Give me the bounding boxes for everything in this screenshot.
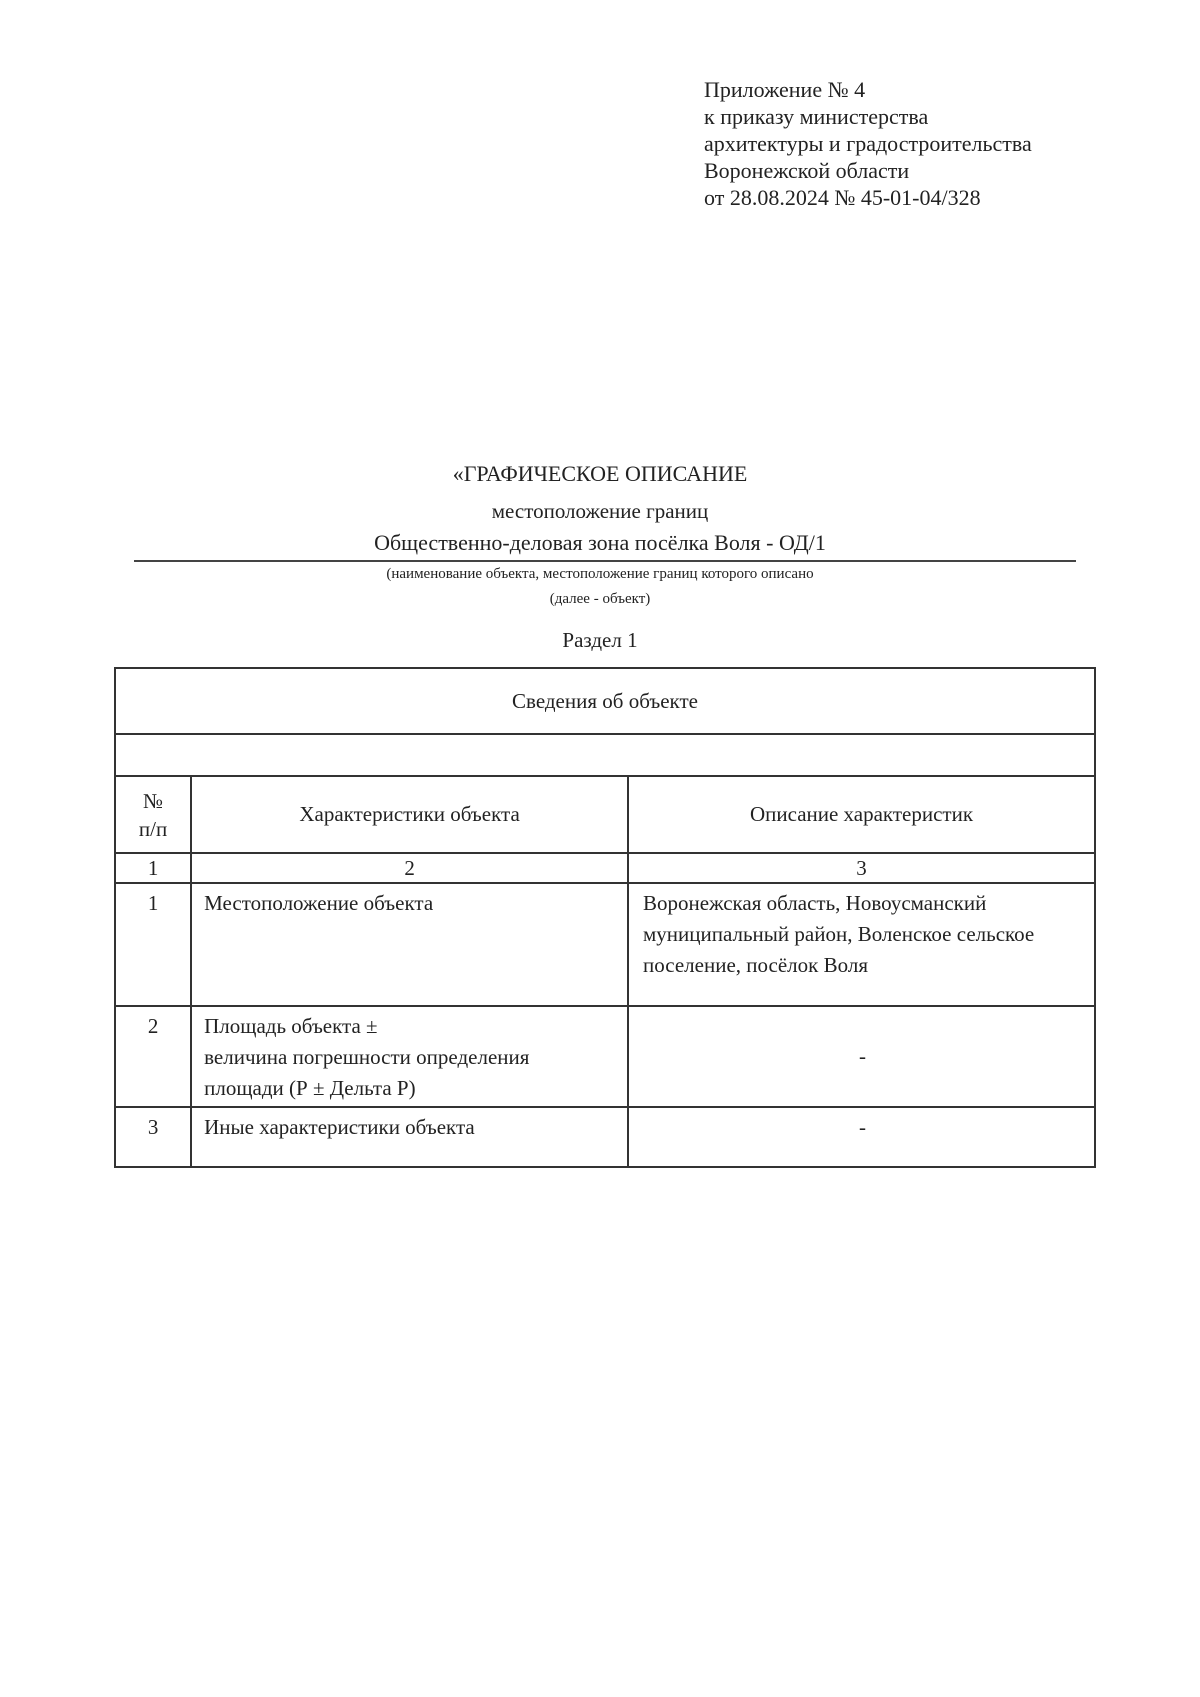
column-index: 1 xyxy=(115,853,191,883)
row-characteristic-line: Площадь объекта ± xyxy=(204,1014,378,1038)
table-row xyxy=(115,1107,1095,1167)
blank-cell xyxy=(115,734,1095,776)
appendix-line: Приложение № 4 xyxy=(704,77,866,102)
row-characteristic: Местоположение объекта xyxy=(191,883,628,1006)
table-row xyxy=(115,883,1095,1006)
table-row xyxy=(115,1006,1095,1107)
row-characteristic: Иные характеристики объекта xyxy=(191,1107,628,1167)
appendix-reference xyxy=(704,76,1032,211)
appendix-line: к приказу министерства xyxy=(704,104,929,129)
header-num-symbol: № xyxy=(143,788,164,813)
object-caption-line1: (наименование объекта, местоположение границ которого описано xyxy=(386,566,814,582)
table-header-row xyxy=(115,776,1095,853)
document-subtitle: местоположение границ xyxy=(491,499,709,523)
row-characteristic xyxy=(191,1006,628,1107)
section-label: Раздел 1 xyxy=(562,628,638,652)
table-blank-row xyxy=(115,734,1095,776)
column-index: 2 xyxy=(191,853,628,883)
row-description: - xyxy=(628,1107,1095,1167)
row-description: Воронежская область, Новоусманский муниципальный район, Воленское сельское поселение, посёлок Воля xyxy=(628,883,1095,1006)
row-number: 1 xyxy=(115,883,191,1006)
row-characteristic-line: величина погрешности определения xyxy=(204,1045,530,1069)
appendix-line: архитектуры и градостроительства xyxy=(704,131,1032,156)
column-index-row xyxy=(115,853,1095,883)
row-characteristic-line: площади (Р ± Дельта Р) xyxy=(204,1076,416,1100)
object-name: Общественно-деловая зона посёлка Воля - ОД/1 xyxy=(374,530,826,555)
header-num-cell xyxy=(115,776,191,853)
table-title: Сведения об объекте xyxy=(115,668,1095,734)
appendix-line: от 28.08.2024 № 45-01-04/328 xyxy=(704,185,981,210)
row-number: 2 xyxy=(115,1006,191,1107)
document-title: «ГРАФИЧЕСКОЕ ОПИСАНИЕ xyxy=(452,461,748,486)
header-description: Описание характеристик xyxy=(628,776,1095,853)
appendix-line: Воронежской области xyxy=(704,158,910,183)
object-caption-line2: (далее - объект) xyxy=(549,591,651,607)
table-title-row xyxy=(115,668,1095,734)
object-name-underline xyxy=(134,560,1076,562)
column-index: 3 xyxy=(628,853,1095,883)
row-description: - xyxy=(628,1006,1095,1107)
header-characteristics: Характеристики объекта xyxy=(191,776,628,853)
header-num-abbr: п/п xyxy=(138,816,168,841)
row-number: 3 xyxy=(115,1107,191,1167)
object-info-table xyxy=(114,667,1096,1168)
